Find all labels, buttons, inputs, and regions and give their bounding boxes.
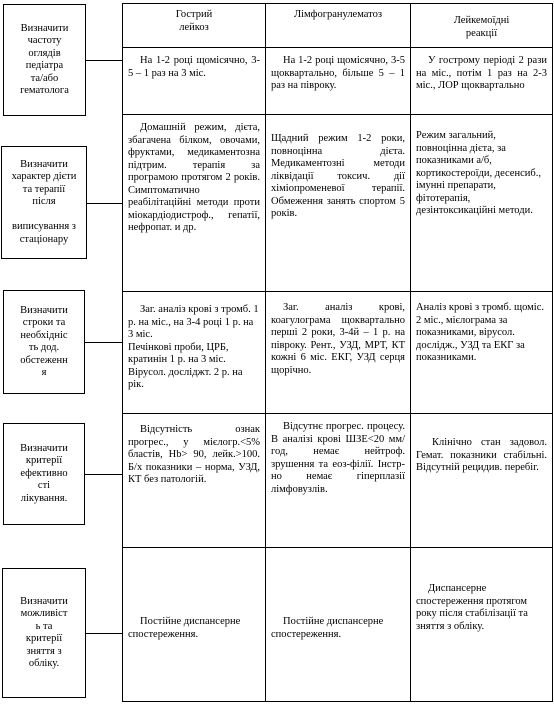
table-border bbox=[410, 3, 411, 702]
header-lymphogranulomatosis: Лімфогранулематоз bbox=[293, 9, 383, 20]
table-border bbox=[552, 3, 553, 702]
table-border bbox=[122, 547, 552, 548]
header-leukemoid-reactions: Лейкемоїдні реакції bbox=[453, 15, 510, 39]
header-acute-leukemia: Гострий лейкоз bbox=[175, 9, 213, 33]
cell-diet-acute-leukemia: Домашній режим, дієта, збагачена білком, овочами, фруктами, медикаментозна підтрим. терапія за програмою протягом 2 років. Симптоматично реабілітаційні методи проти міокардіодистроф., гепатії, нефропат. и др. bbox=[128, 122, 260, 233]
connector bbox=[85, 474, 122, 475]
cell-effectiveness-lymphogranulomatosis: Відсутнє прогрес. процесу. В аналізі крові ШЗЕ<20 мм/год, немає нейтроф. зрушення та еоз-філії. Інстр-но немає гіперплазії лімфовузлів. bbox=[271, 421, 405, 495]
table-border bbox=[122, 114, 552, 115]
left-box-diet-therapy: Визначити характер дієти та терапії після виписування з стаціонару bbox=[1, 146, 87, 259]
cell-frequency-acute-leukemia: На 1-2 році щомісячно, 3-5 – 1 раз на 3 міс. bbox=[128, 55, 260, 79]
cell-exams-lymphogranulomatosis: Заг. аналіз крові, коагулограма щоквартально перші 2 роки, 3-4й – 1 р. на півроку. Рент., УЗД, МРТ, КТ кожні 6 міс. ЕКГ, УЗД серця щорічно. bbox=[271, 302, 405, 376]
connector bbox=[86, 60, 122, 61]
table-border bbox=[122, 47, 552, 48]
left-box-frequency: Визначити частоту оглядів педіатра та/або гематолога bbox=[3, 4, 86, 116]
cell-deregistration-lymphogranulomatosis: Постійне диспансерне спостереження. bbox=[271, 616, 384, 640]
left-box-effectiveness: Визначити критерії ефективно сті лікування. bbox=[3, 423, 85, 525]
connector bbox=[86, 633, 122, 634]
table-border bbox=[122, 701, 552, 702]
connector bbox=[87, 203, 122, 204]
cell-deregistration-acute-leukemia: Постійне диспансерне спостереження. bbox=[128, 616, 241, 640]
cell-effectiveness-acute-leukemia: Відсутність ознак прогрес., у мієлогр.<5% бластів, Hb> 90, лейк.>100. Б/х показники – норма, УЗД, КТ без патологій. bbox=[128, 424, 260, 485]
cell-frequency-lymphogranulomatosis: На 1-2 році щомісячно, 3-5 щоквартально, більше 5 – 1 раз на півроку. bbox=[271, 55, 405, 91]
left-box-deregistration: Визначити можливіст ь та критерії зняття з обліку. bbox=[2, 568, 86, 698]
table-border bbox=[122, 413, 552, 414]
cell-diet-leukemoid: Режим загальний, повноцінна дієта, за показниками а/б, кортикостероїди, десенсиб., імунні препарати, фітотерапія, дезінтоксикаційні методи. bbox=[416, 130, 541, 216]
cell-diet-lymphogranulomatosis: Щадний режим 1-2 роки, повноцінна дієта. Медикаментозні методи ліквідації токсич. дії хіміопроменевої терапії. Обмеження занять спортом 5 років. bbox=[271, 133, 405, 219]
cell-exams-leukemoid: Аналіз крові з тромб. щоміс. 2 міс., мієлограма за показниками, вірусол. дослідж., УЗД та ЕКГ за показниками. bbox=[416, 302, 544, 363]
left-box-examinations: Визначити строки та необхідніс ть дод. обстеженн я bbox=[3, 290, 85, 394]
table-border bbox=[265, 3, 266, 702]
cell-frequency-leukemoid: У гострому періоді 2 рази на міс., потім 1 раз на 2-3 міс., ЛОР щоквартально bbox=[416, 55, 547, 91]
cell-exams-acute-leukemia: Заг. аналіз крові з тромб. 1 р. на міс., на 3-4 році 1 р. на 3 міс. Печінкові проби, ЦРБ, кратинін 1 р. на 3 міс. Вірусол. досліджт. 2 р. на рік. bbox=[128, 304, 259, 390]
cell-deregistration-leukemoid: Диспансерне спостереження протягом року після стабілізації та зняття з обліку. bbox=[416, 583, 528, 632]
cell-effectiveness-leukemoid: Клінічно стан задовол. Гемат. показники стабільні. Відсутній рецидив. перебіг. bbox=[416, 437, 547, 473]
table-border bbox=[122, 3, 123, 702]
table-border bbox=[122, 3, 552, 4]
connector bbox=[85, 342, 122, 343]
